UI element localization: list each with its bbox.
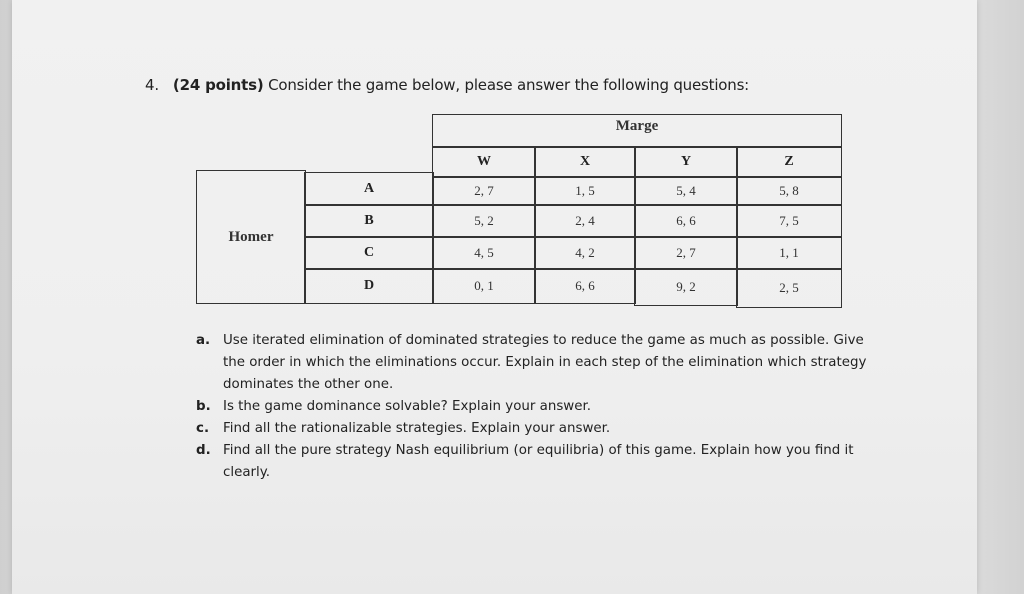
payoff-cell: 2, 4: [534, 204, 636, 238]
payoff-cell: 1, 5: [534, 176, 636, 206]
column-header: Y: [634, 146, 738, 178]
payoff-cell: 4, 2: [534, 236, 636, 270]
item-label: d.: [196, 443, 211, 458]
item-text: Find all the pure strategy Nash equilibrium (or equilibria) of this game. Explain how you find it clearly.: [223, 443, 854, 480]
payoff-cell: 4, 5: [432, 236, 536, 270]
list-item: [196, 440, 886, 484]
payoff-cell: 5, 8: [736, 176, 842, 206]
column-header: Z: [736, 146, 842, 178]
column-header: W: [432, 146, 536, 178]
item-label: c.: [196, 421, 210, 436]
payoff-cell: 1, 1: [736, 236, 842, 270]
payoff-cell: 5, 2: [432, 204, 536, 238]
subquestion-list: [196, 330, 886, 484]
payoff-cell: 9, 2: [634, 268, 738, 306]
list-item: [196, 418, 886, 440]
column-header: X: [534, 146, 636, 178]
question-text: Consider the game below, please answer the following questions:: [268, 76, 750, 94]
row-header: D: [304, 268, 434, 304]
item-text: Is the game dominance solvable? Explain your answer.: [223, 399, 592, 414]
payoff-cell: 2, 5: [736, 268, 842, 308]
row-header: A: [304, 172, 434, 206]
payoff-cell: 2, 7: [432, 176, 536, 206]
payoff-cell: 5, 4: [634, 176, 738, 206]
item-label: a.: [196, 333, 211, 348]
item-text: Use iterated elimination of dominated strategies to reduce the game as much as possible. Give the order in which the eliminations occur. Explain in each step of the elimination which strategy dominates the other one.: [223, 333, 867, 392]
payoff-cell: 2, 7: [634, 236, 738, 270]
list-item: [196, 330, 886, 396]
question-number: 4.: [145, 76, 159, 94]
payoff-cell: 6, 6: [634, 204, 738, 238]
question-points: (24 points): [172, 76, 264, 94]
question-heading: [145, 76, 749, 94]
payoff-cell: 7, 5: [736, 204, 842, 238]
column-player-label: Marge: [432, 114, 842, 148]
list-item: [196, 396, 886, 418]
payoff-cell: 6, 6: [534, 268, 636, 304]
row-header: B: [304, 204, 434, 238]
item-text: Find all the rationalizable strategies. Explain your answer.: [223, 421, 611, 436]
row-header: C: [304, 236, 434, 270]
item-label: b.: [196, 399, 211, 414]
payoff-cell: 0, 1: [432, 268, 536, 304]
row-player-label: Homer: [196, 170, 306, 304]
